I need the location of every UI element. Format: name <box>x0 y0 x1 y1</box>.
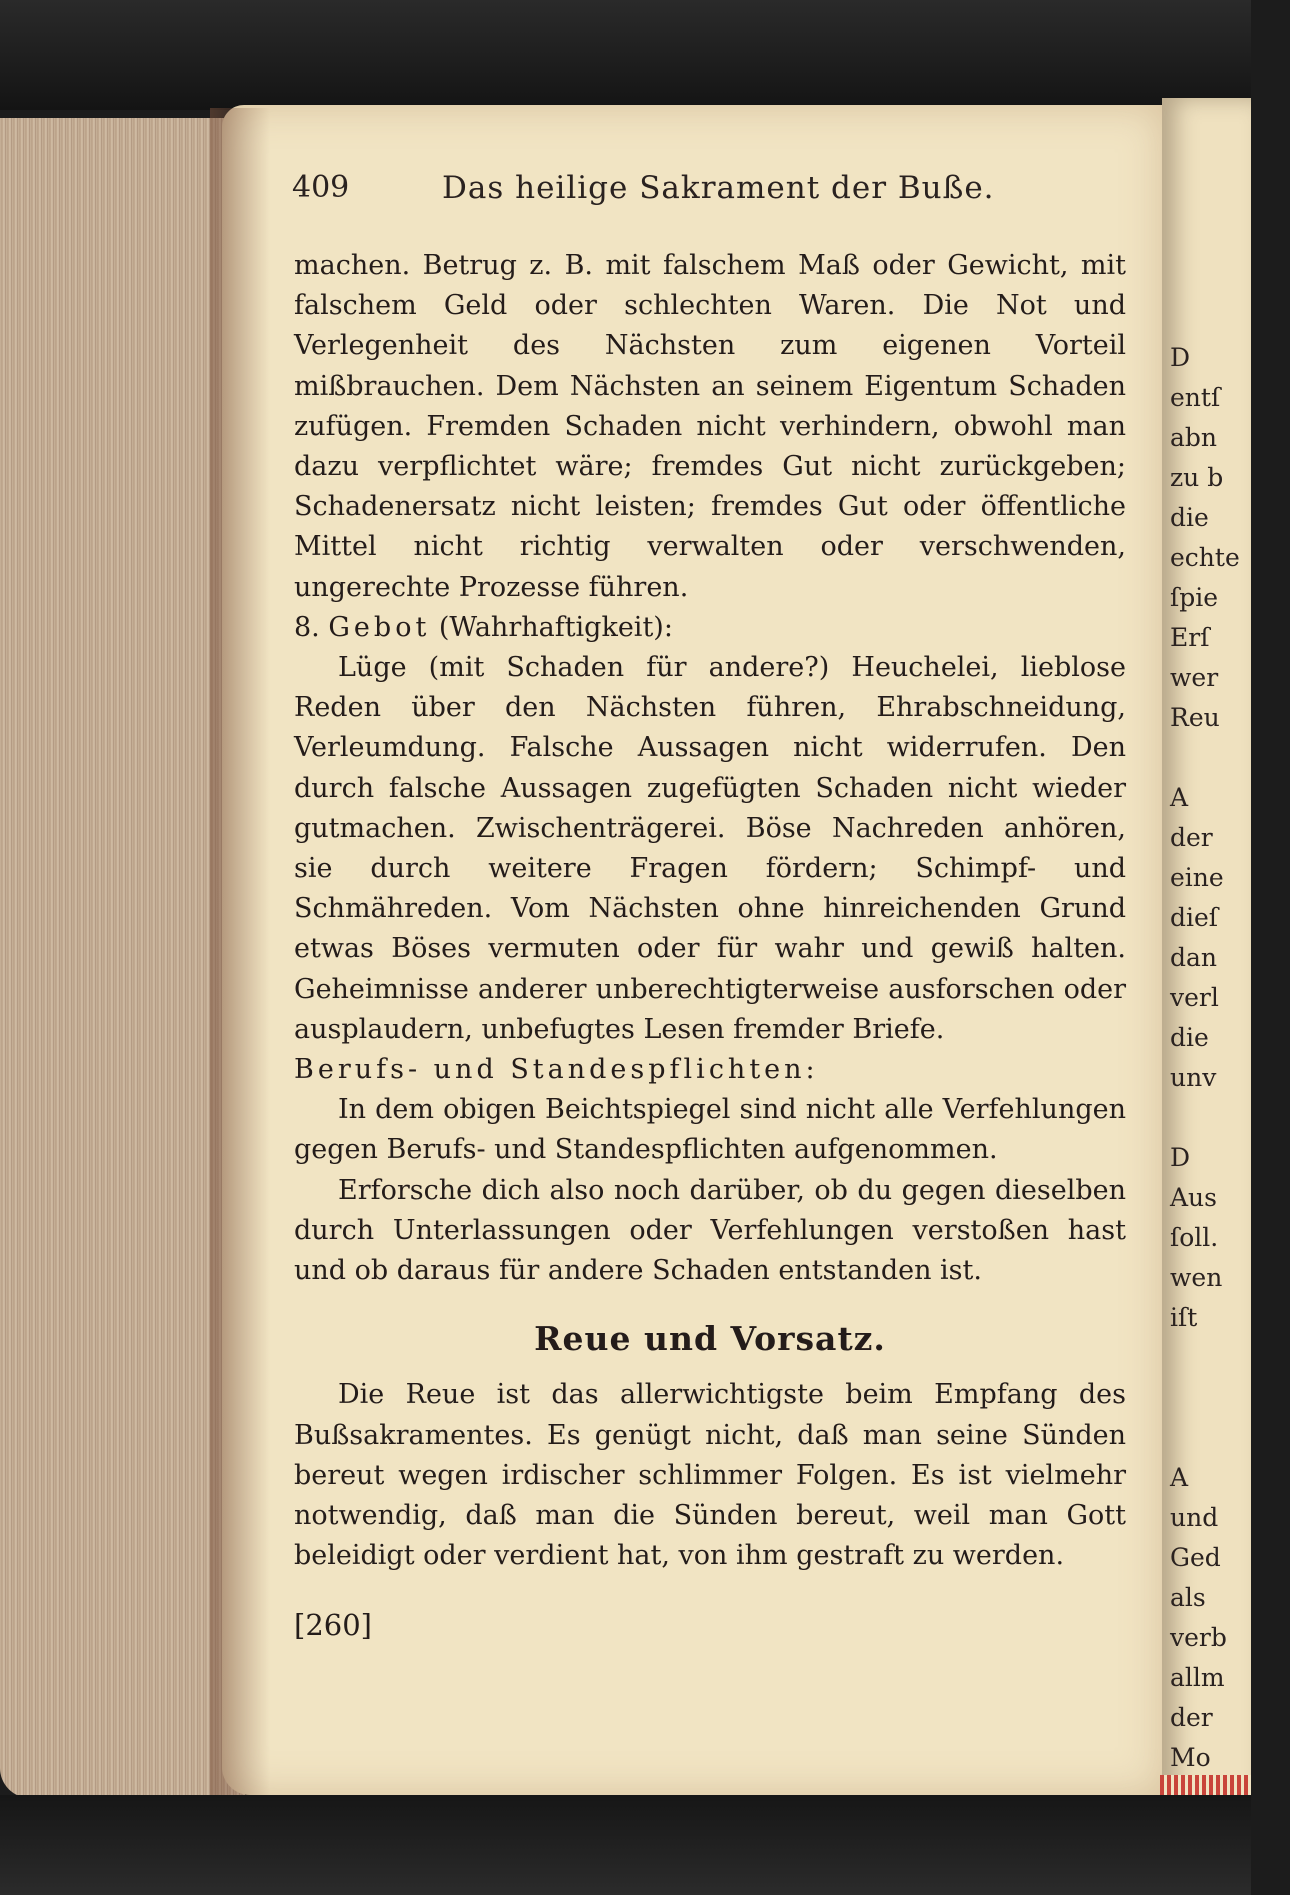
signature-mark: [260] <box>294 1607 372 1642</box>
page-edges <box>0 118 245 1798</box>
paragraph: In dem obigen Beichtspiegel sind nicht alle Verfehlungen gegen Berufs- und Standespflichten aufgenommen. <box>294 1094 1126 1166</box>
subheading: Berufs- und Standespflichten: <box>294 1054 819 1086</box>
page-header <box>292 170 1032 216</box>
paragraph: Erforsche dich also noch darüber, ob du gegen dieselben durch Unterlassungen oder Verfehlungen verstoßen hast und ob daraus für andere Schaden entstanden ist. <box>294 1174 1126 1287</box>
right-page-fragment <box>1162 98 1251 1798</box>
gebot-heading <box>294 608 1126 648</box>
paragraph: Lüge (mit Schaden für andere?) Heuchelei, lieblose Reden über den Nächsten führen, Ehrabschneidung, Verleumdung. Falsche Aussagen nicht widerrufen. Den durch falsche Aussagen zugefügten Schaden nicht wieder gutmachen. Zwischenträgerei. Böse Nachreden anhören, sie durch weitere Fragen fördern; Schimpf- und Schmähreden. Vom Nächsten ohne hinreichenden Grund etwas Böses vermuten oder für wahr und gewiß halten. Geheimnisse anderer unberechtigterweise ausforschen oder ausplaudern, unbefugtes Lesen fremder Briefe. <box>294 652 1126 1045</box>
right-page-text: D entſ abn zu b die echte ſpie Erſ wer Reu A der eine dieſ dan verl die unv D Aus ſoll. wen iſt A und Ged als verb allm der Mo <box>1170 343 1240 1772</box>
gebot-word: Gebot <box>328 611 431 643</box>
running-head: Das heilige Sakrament der Buße. <box>442 170 995 206</box>
page-body <box>294 246 1126 1645</box>
page-gutter-shadow <box>210 108 270 1798</box>
gebot-number: 8. <box>294 611 320 643</box>
page-number: 409 <box>292 170 350 205</box>
book-cover-top <box>0 0 1251 110</box>
red-page-edge <box>1160 1775 1251 1795</box>
section-title: Reue und Vorsatz. <box>534 1319 886 1359</box>
gebot-topic: (Wahrhaftigkeit): <box>438 611 673 643</box>
paragraph: machen. Betrug z. B. mit falschem Maß oder Gewicht, mit falschem Geld oder schlechten Waren. Die Not und Verlegenheit des Nächsten zum eigenen Vorteil mißbrauchen. Dem Nächsten an seinem Eigentum Schaden zufügen. Fremden Schaden nicht verhindern, obwohl man dazu verpflichtet wäre; fremdes Gut nicht zurückgeben; Schadenersatz nicht leisten; fremdes Gut oder öffentliche Mittel nicht richtig verwalten oder verschwenden, ungerechte Prozesse führen. <box>294 250 1126 603</box>
paragraph: Die Reue ist das allerwichtigste beim Empfang des Bußsakramentes. Es genügt nicht, daß man seine Sünden bereut wegen irdischer schlimmer Folgen. Es ist vielmehr notwendig, daß man die Sünden bereut, weil man Gott beleidigt oder verdient hat, von ihm gestraft zu werden. <box>294 1379 1126 1572</box>
book-cover-bottom <box>0 1795 1251 1895</box>
